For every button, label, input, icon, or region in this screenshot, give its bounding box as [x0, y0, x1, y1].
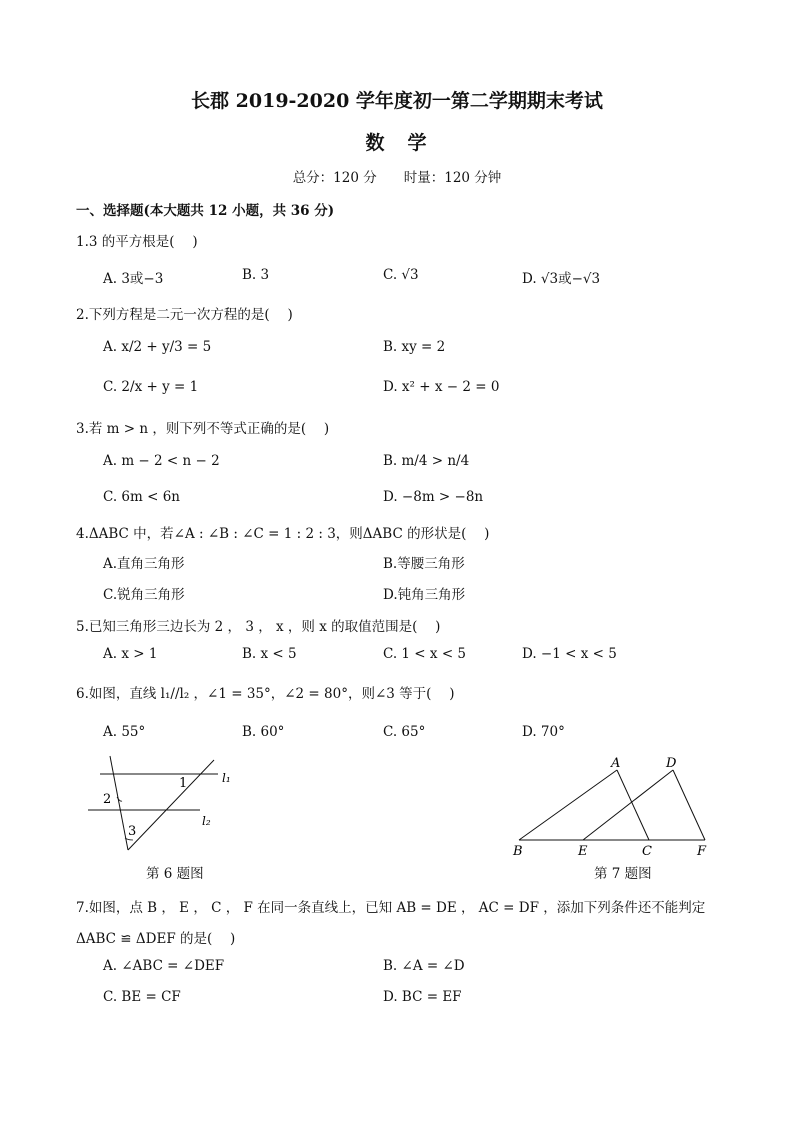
q2-option-d: D. x² + x − 2 = 0: [383, 379, 500, 395]
label-l1: l₁: [222, 771, 231, 785]
transversal-left: [110, 756, 128, 850]
q4-option-d: D.钝角三角形: [383, 587, 466, 603]
q3-option-d: D. −8m > −8n: [383, 489, 484, 505]
q6-option-b: B. 60°: [242, 724, 285, 740]
label-point-f: F: [697, 844, 707, 859]
question-4-stem: 4.ΔABC 中，若∠A : ∠B : ∠C = 1 : 2 : 3，则ΔABC 的形状是( ): [76, 526, 490, 542]
label-angle-2: 2: [103, 792, 112, 807]
q1-option-a: A. 3或−3: [103, 271, 164, 287]
q3-option-c: C. 6m < 6n: [103, 489, 180, 505]
exam-meta: 总分：120 分 时量：120 分钟: [292, 170, 502, 186]
segment-df: [673, 770, 705, 840]
figure-7-caption: 第 7 题图: [594, 866, 652, 882]
q5-option-d: D. −1 < x < 5: [522, 646, 617, 662]
question-3-stem: 3.若 m > n ，则下列不等式正确的是( ): [76, 421, 330, 437]
exam-title: 长郡 2019-2020 学年度初一第二学期期末考试: [191, 90, 603, 112]
question-7-stem-line1: 7.如图，点 B ， E ， C ， F 在同一条直线上，已知 AB = DE ， AC = DF ，添加下列条件还不能判定: [76, 900, 706, 916]
label-point-a: A: [611, 756, 621, 771]
q6-option-c: C. 65°: [383, 724, 426, 740]
figure-7: [505, 752, 725, 862]
q4-option-a: A.直角三角形: [103, 556, 185, 572]
q2-option-a: A. x/2 + y/3 = 5: [103, 339, 212, 355]
q2-option-b: B. xy = 2: [383, 339, 446, 355]
q4-option-c: C.锐角三角形: [103, 587, 185, 603]
q1-option-b: B. 3: [242, 267, 270, 283]
q5-option-c: C. 1 < x < 5: [383, 646, 467, 662]
q1-option-d: D. √3或−√3: [522, 271, 601, 287]
question-1-stem: 1.3 的平方根是( ): [76, 234, 198, 250]
figure-6: [80, 752, 250, 860]
question-6-stem: 6.如图，直线 l₁//l₂ ，∠1 = 35°，∠2 = 80°，则∠3 等于( ): [76, 686, 455, 702]
segment-ab: [519, 770, 617, 840]
question-2-stem: 2.下列方程是二元一次方程的是( ): [76, 307, 293, 323]
figure-6-caption: 第 6 题图: [146, 866, 204, 882]
q5-option-a: A. x > 1: [103, 646, 158, 662]
label-point-b: B: [513, 844, 523, 859]
q1-option-c: C. √3: [383, 267, 419, 283]
q5-option-b: B. x < 5: [242, 646, 297, 662]
section-heading: 一、选择题(本大题共 12 小题，共 36 分): [76, 203, 335, 219]
q7-option-b: B. ∠A = ∠D: [383, 958, 465, 974]
q7-option-a: A. ∠ABC = ∠DEF: [103, 958, 225, 974]
q6-option-a: A. 55°: [103, 724, 146, 740]
label-angle-3: 3: [128, 824, 137, 839]
q3-option-a: A. m − 2 < n − 2: [103, 453, 220, 469]
label-angle-1: 1: [179, 776, 188, 791]
question-5-stem: 5.已知三角形三边长为 2 ， 3 ， x ，则 x 的取值范围是( ): [76, 619, 441, 635]
subject-title: 数 学: [365, 132, 429, 154]
q7-option-d: D. BC = EF: [383, 989, 462, 1005]
label-point-e: E: [578, 844, 588, 859]
q7-option-c: C. BE = CF: [103, 989, 181, 1005]
q2-option-c: C. 2/x + y = 1: [103, 379, 199, 395]
segment-ac: [617, 770, 649, 840]
q6-option-d: D. 70°: [522, 724, 565, 740]
label-point-d: D: [666, 756, 677, 771]
question-7-stem-line2: ΔABC ≌ ΔDEF 的是( ): [76, 931, 236, 947]
q3-option-b: B. m/4 > n/4: [383, 453, 470, 469]
label-point-c: C: [642, 844, 652, 859]
segment-de: [583, 770, 673, 840]
label-l2: l₂: [202, 814, 211, 828]
q4-option-b: B.等腰三角形: [383, 556, 465, 572]
